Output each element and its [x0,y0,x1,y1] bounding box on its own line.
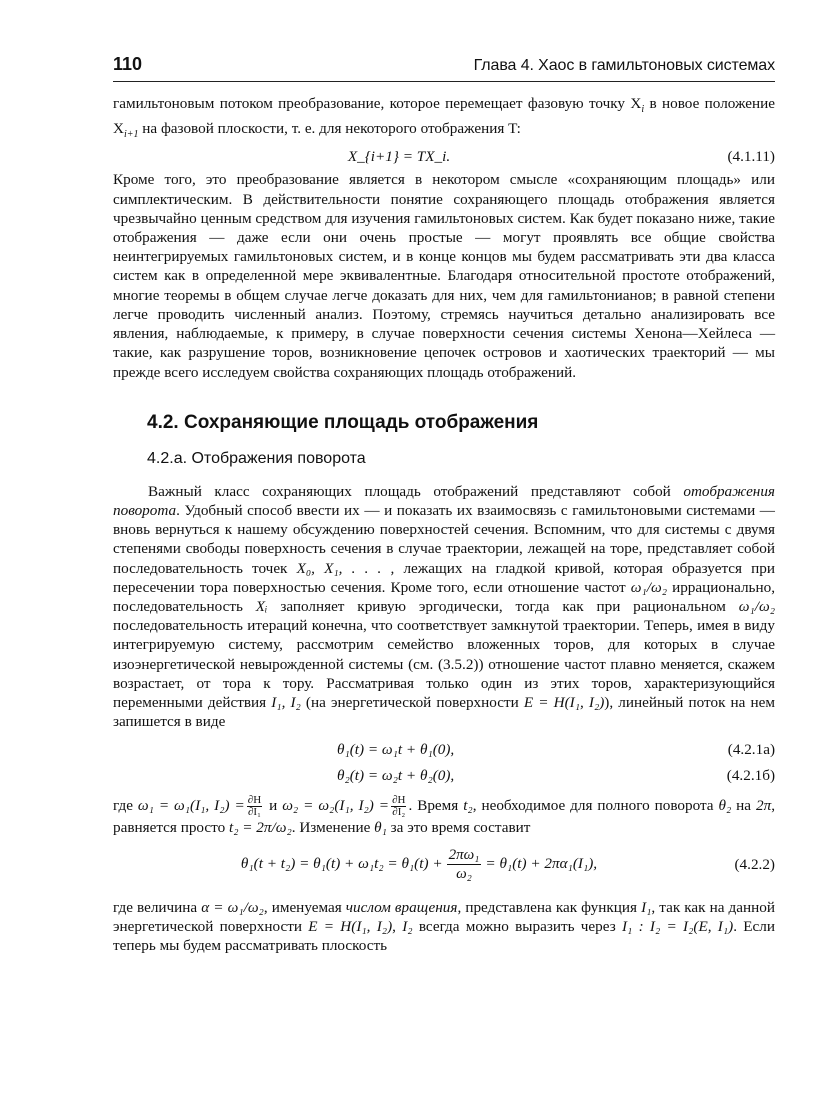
term-rotation-number: числом вращения [345,898,458,916]
equation-right: = θ₁(t) + 2πα₁(I₁), [485,855,598,873]
equation-number: (4.2.1б) [726,767,775,785]
section-title: 4.2. Сохраняющие площадь отображения [147,411,539,433]
paragraph-1: Кроме того, это преобразование является в некотором смысле «сохраняющим площадь» или симплектическим. В действительности понятие сохраняющего площадь отображения является чрезвычайно ценным средством для изучения гамильтоновых систем. Как будет показано ниже, такие отображения — даже если они очень простые — могут проявлять все общие свойства неинтегрируемых гамильтоновых систем, и в конце концов мы будем рассматривать эти два класса систем как в определенной мере эквивалентные. Благодаря относительной простоте отображений, многие теоремы в общем случае легче доказать для них, чем для гамильтонианов; в равной степени легче проводить численный анализ. Поэтому, стремясь научиться детально анализировать все явления, наблюдаемые, к примеру, в случае поверхности сечения системы Хенона—Хейлеса — такие, как разрушение торов, возникновение цепочек островов и хаотических траекторий — мы прежде всего исследуем свойства сохраняющих площадь отображений. [113,171,775,381]
equation-formula: X_{i+1} = TX_i. [347,148,451,166]
equation-number: (4.2.1а) [727,741,775,759]
equation-4-1-11 [113,144,775,170]
paragraph-4: где величина α = ω₁/ω₂, именуемая числом вращения, представлена как функция I₁, так как на данной энергетической поверхности E = H(I₁, I₂), I₂ всегда можно выразить через I₁ : I₂ = I₂(E, I₁). Если теперь мы будем рассматривать плоскость [113,898,775,954]
equation-4-2-1b [113,763,775,789]
equation-left: θ₁(t + t₂) = θ₁(t) + ω₁t₂ = θ₁(t) + [240,855,443,873]
running-title: Глава 4. Хаос в гамильтоновых системах [473,57,775,74]
equation-formula: θ₁(t) = ω₁t + θ₁(0), [337,741,455,759]
paragraph-3: где ω₁ = ω₁(I₁, I₂) = $\frac{\partial H}{\text{∂I₁}}$ и ω₂ = ω₂(I₁, I₂) = $\frac{\partial H}{\text{∂I₂}}$ . Время t₂, необходимое для полного поворота θ₂ на 2π, равняется просто t₂ = 2π/ω₂. Изменение θ₁ за это время составит [113,794,775,837]
equation-4-2-1a [113,737,775,763]
book-page [113,54,775,955]
intro-text: гамильтоновым потоком преобразование, которое перемещает фазовую точку $X_i$ в новое положение $X_{i+1}$ на фазовой плоскости, т. е. для некоторого отображения T: [113,95,776,141]
equation-fraction: $\frac{\text{2πω₁}}{\text{ω₂}}$ [448,847,480,883]
equation-number: (4.2.2) [734,855,775,873]
equation-number: (4.1.11) [727,148,775,166]
page-number: 110 [113,54,143,74]
paragraph-2: Важный класс сохраняющих площадь отображений представляют собой отображения поворота. Удобный способ ввести их — и показать их взаимосвязь с гамильтоновыми системами — вновь вернуться к нашему обсуждению поверхностей сечения. Вспомним, что для системы с двумя степенями свободы поверхность сечения в случае траектории, лежащей на торе, представляет собой последовательность точек X₀, X₁, . . . , лежащих на гладкой кривой, которая образуется при пересечении тора поверхностью сечения. Кроме того, если отношение частот ω₁/ω₂ иррационально, последовательность Xᵢ заполняет кривую эргодически, тогда как при рациональном ω₁/ω₂ последовательность итераций конечна, что соответствует замкнутой траектории. Теперь, имея в виду интегрируемую систему, рассмотрим семейство вложенных торов, для которых в случае изоэнергетической невырожденной системы (см. (3.5.2)) отношение частот плавно меняется, скажем возрастает, от тора к тору. Рассматривая только один из этих торов, характеризующийся переменными действия I₁, I₂ (на энергетической поверхности E = H(I₁, I₂)), линейный поток на нем запишется в виде [113,482,776,731]
term-rotation-maps: отображения поворота [113,482,775,519]
equation-4-2-2 [113,838,775,892]
equation-formula: θ₂(t) = ω₂t + θ₂(0), [337,767,455,785]
page-header [113,54,775,75]
subsection-title: 4.2.а. Отображения поворота [147,449,366,467]
